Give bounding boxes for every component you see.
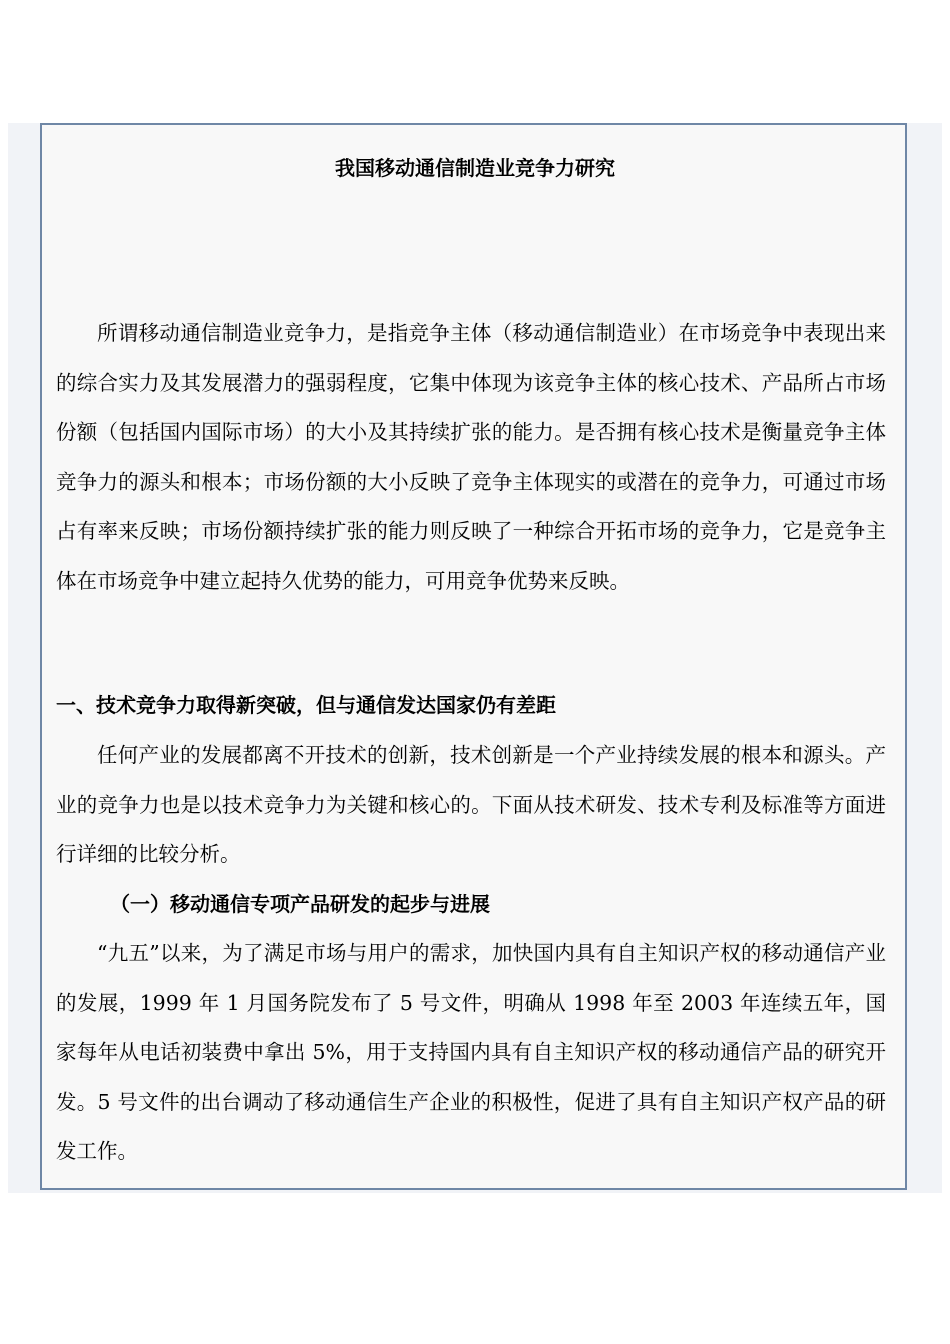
section-heading-1: 一、技术竞争力取得新突破，但与通信发达国家仍有差距 (56, 693, 556, 717)
intro-paragraph: 所谓移动通信制造业竞争力，是指竞争主体（移动通信制造业）在市场竞争中表现出来的综合实力及其发展潜力的强弱程度，它集中体现为该竞争主体的核心技术、产品所占市场份额（包括国内国际市场）的大小及其持续扩张的能力。是否拥有核心技术是衡量竞争主体竞争力的源头和根本；市场份额的大小反映了竞争主体现实的或潜在的竞争力，可通过市场占有率来反映；市场份额持续扩张的能力则反映了一种综合开拓市场的竞争力，它是竞争主体在市场竞争中建立起持久优势的能力，可用竞争优势来反映。 (56, 321, 886, 593)
document-title: 我国移动通信制造业竞争力研究 (335, 156, 615, 180)
subsection-heading-1: （一）移动通信专项产品研发的起步与进展 (110, 892, 490, 916)
subsection-paragraph-1: “九五”以来，为了满足市场与用户的需求，加快国内具有自主知识产权的移动通信产业的发展，1999 年 1 月国务院发布了 5 号文件，明确从 1998 年至 2003 年连续五年，国家每年从电话初装费中拿出 5%，用于支持国内具有自主知识产权的移动通信产品的研究开发。5 号文件的出台调动了移动通信生产企业的积极性，促进了具有自主知识产权产品的研发工作。 (56, 941, 886, 1163)
section-paragraph-1: 任何产业的发展都离不开技术的创新，技术创新是一个产业持续发展的根本和源头。产业的竞争力也是以技术竞争力为关键和核心的。下面从技术研发、技术专利及标准等方面进行详细的比较分析。 (56, 743, 886, 866)
